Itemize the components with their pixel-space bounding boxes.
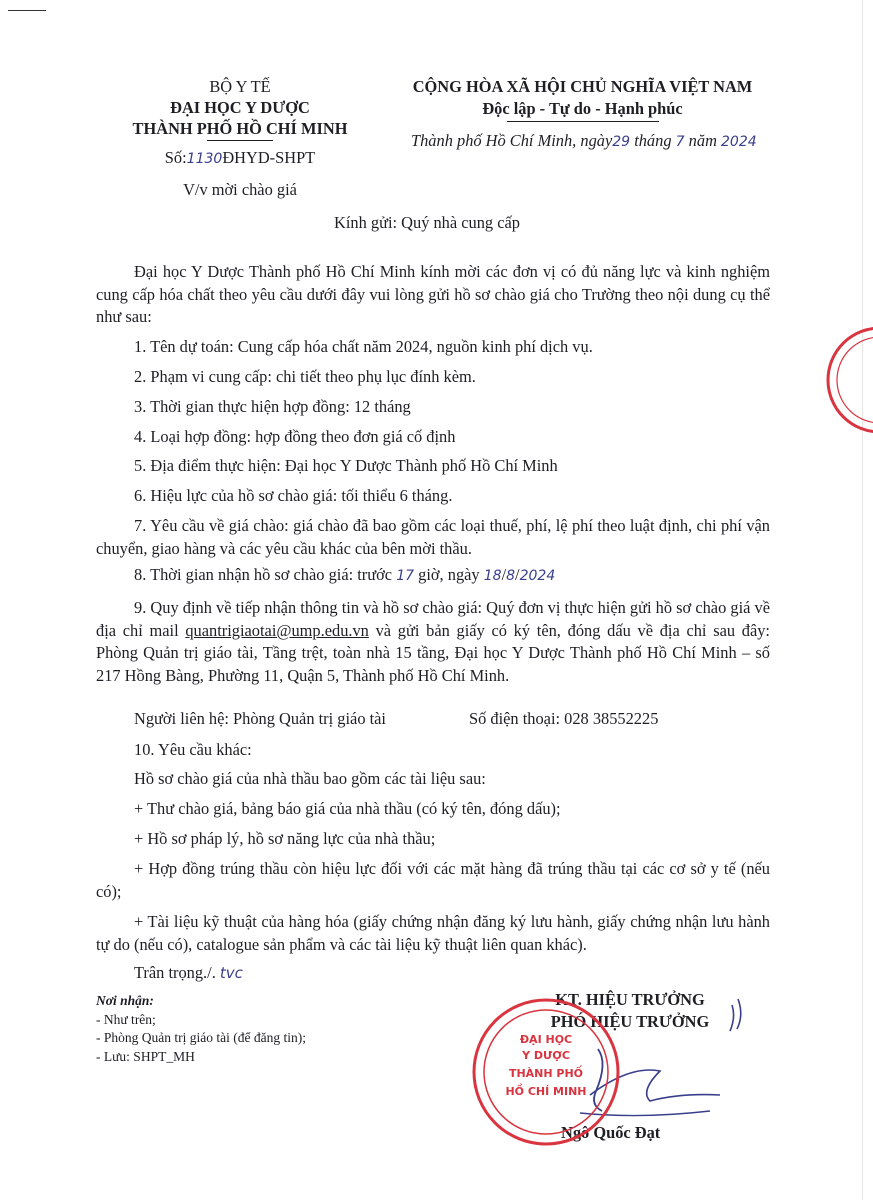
- seal-line3: THÀNH PHỐ: [508, 1067, 584, 1080]
- item-5: 5. Địa điểm thực hiện: Đại học Y Dược Thành phố Hồ Chí Minh: [134, 456, 558, 475]
- item-8-year-handwritten: 2024: [519, 568, 556, 584]
- doc-number-suffix: ĐHYD-SHPT: [222, 148, 316, 167]
- document-date: [411, 131, 757, 151]
- seal-line4: HỒ CHÍ MINH: [505, 1085, 587, 1098]
- salutation: Kính gửi: Quý nhà cung cấp: [334, 213, 520, 232]
- date-year-label: năm: [688, 131, 717, 150]
- item-3: 3. Thời gian thực hiện hợp đồng: 12 tháng: [134, 397, 411, 416]
- recipient-2: - Phòng Quản trị giáo tài (để đăng tin);: [96, 1030, 306, 1045]
- date-month-handwritten: 7: [675, 134, 685, 150]
- item-9: [96, 597, 770, 687]
- item-4: 4. Loại hợp đồng: hợp đồng theo đơn giá cố định: [134, 427, 456, 446]
- item-10: 10. Yêu cầu khác:: [134, 740, 252, 759]
- item-7: 7. Yêu cầu về giá chào: giá chào đã bao gồm các loại thuế, phí, lệ phí theo luật định, chi phí vận chuyển, giao hàng và các yêu cầu khác của bên mời thầu.: [96, 516, 770, 558]
- item-8-day-handwritten: 18: [483, 568, 502, 584]
- item-8-mid: giờ, ngày: [418, 565, 480, 584]
- recipients-title: Nơi nhận:: [96, 993, 154, 1008]
- closing-text: Trân trọng./.: [134, 963, 216, 982]
- header-left: [95, 76, 385, 200]
- item-10-intro: Hồ sơ chào giá của nhà thầu bao gồm các tài liệu sau:: [134, 769, 486, 788]
- contact-person: Người liên hệ: Phòng Quản trị giáo tài: [134, 709, 386, 728]
- header-left-rule: [207, 140, 273, 141]
- contact-phone: Số điện thoại: 028 38552225: [469, 709, 659, 728]
- recipients-block: [96, 992, 306, 1066]
- national-motto-text: Độc lập - Tự do - Hạnh phúc: [482, 99, 683, 118]
- item-10-a: + Thư chào giá, bảng báo giá của nhà thầu (có ký tên, đóng dấu);: [134, 799, 561, 818]
- item-10-c: + Hợp đồng trúng thầu còn hiệu lực đối với các mặt hàng đã trúng thầu tại các cơ sở y tế (nếu có);: [96, 859, 770, 901]
- ministry-name: BỘ Y TẾ: [209, 77, 271, 96]
- university-name-line2-text: THÀNH PHỐ HỒ CHÍ MINH: [132, 119, 348, 138]
- contact-email-link[interactable]: quantrigiaotai@ump.edu.vn: [185, 620, 369, 640]
- doc-number-handwritten: 1130: [186, 151, 223, 167]
- doc-number-prefix: Số:: [164, 148, 187, 167]
- scan-artifact-line: [8, 10, 46, 11]
- date-year-handwritten: 2024: [721, 134, 757, 150]
- national-motto: [395, 98, 770, 120]
- item-10-d: + Tài liệu kỹ thuật của hàng hóa (giấy chứng nhận đăng ký lưu hành, giấy chứng nhận lưu hành tự do (nếu có), catalogue sản phẩm và các tài liệu kỹ thuật liên quan khác).: [96, 912, 770, 954]
- country-name: CỘNG HÒA XÃ HỘI CHỦ NGHĨA VIỆT NAM: [412, 77, 753, 96]
- item-1: 1. Tên dự toán: Cung cấp hóa chất năm 2024, nguồn kinh phí dịch vụ.: [134, 337, 593, 356]
- item-10-b: + Hồ sơ pháp lý, hồ sơ năng lực của nhà thầu;: [134, 829, 436, 848]
- item-9-end: và gửi bản giấy có ký tên, đóng dấu về địa chỉ sau đây: Phòng Quản trị giáo tài, Tầng trệt, toàn nhà 15 tầng, Đại học Y Dược Thành phố Hồ Chí Minh – số 217 Hồng Bàng, Phường 11, Quận 5, Thành phố Hồ Chí Minh.: [96, 620, 770, 685]
- item-8-prefix: 8. Thời gian nhận hồ sơ chào giá: trước: [134, 565, 393, 584]
- date-prefix: Thành phố Hồ Chí Minh, ngày: [411, 131, 613, 150]
- intro-paragraph: Đại học Y Dược Thành phố Hồ Chí Minh kính mời các đơn vị có đủ năng lực và kinh nghiệm cung cấp hóa chất theo yêu cầu dưới đây vui lòng gửi hồ sơ chào giá cho Trường theo nội dung cụ thể như sau:: [96, 262, 770, 326]
- university-name-line2: [95, 118, 385, 139]
- item-6: 6. Hiệu lực của hồ sơ chào giá: tối thiểu 6 tháng.: [134, 486, 453, 505]
- signature-line2: PHÓ HIỆU TRƯỞNG: [550, 1012, 710, 1031]
- document-subject: V/v mời chào giá: [183, 180, 297, 199]
- closing: [134, 963, 243, 983]
- motto-rule: [507, 121, 659, 122]
- recipient-3: - Lưu: SHPT_MH: [96, 1048, 195, 1064]
- seal-line2: Y DƯỢC: [522, 1049, 570, 1062]
- recipient-1: - Như trên;: [96, 1011, 156, 1027]
- seal-line1: ĐẠI HỌC: [519, 1033, 573, 1046]
- partial-seal-right-edge: [818, 320, 873, 440]
- university-name-line1: ĐẠI HỌC Y DƯỢC: [170, 98, 310, 117]
- header-right: [395, 76, 770, 120]
- page-edge-shadow: [862, 0, 863, 1200]
- item-2: 2. Phạm vi cung cấp: chi tiết theo phụ lục đính kèm.: [134, 367, 476, 386]
- item-8: 8. Thời gian nhận hồ sơ chào giá: trước 17 giờ, ngày 18/8/2024: [134, 565, 556, 584]
- signatory-name: Ngô Quốc Đạt: [561, 1123, 661, 1142]
- item-8-hour-handwritten: 17: [396, 568, 415, 584]
- document-number: [95, 147, 385, 170]
- date-month-label: tháng: [634, 131, 672, 150]
- closing-initials-handwritten: tvc: [219, 964, 243, 982]
- official-seal: [466, 995, 626, 1150]
- date-day-handwritten: 29: [612, 134, 631, 150]
- item-8-month-handwritten: 8: [506, 568, 516, 584]
- item-9-start: 9. Quy định về tiếp nhận thông tin và hồ sơ chào giá: Quý đơn vị thực hiện gửi hồ sơ chào giá về địa chỉ mail: [96, 598, 770, 640]
- signature-line1: KT. HIỆU TRƯỞNG: [555, 990, 705, 1009]
